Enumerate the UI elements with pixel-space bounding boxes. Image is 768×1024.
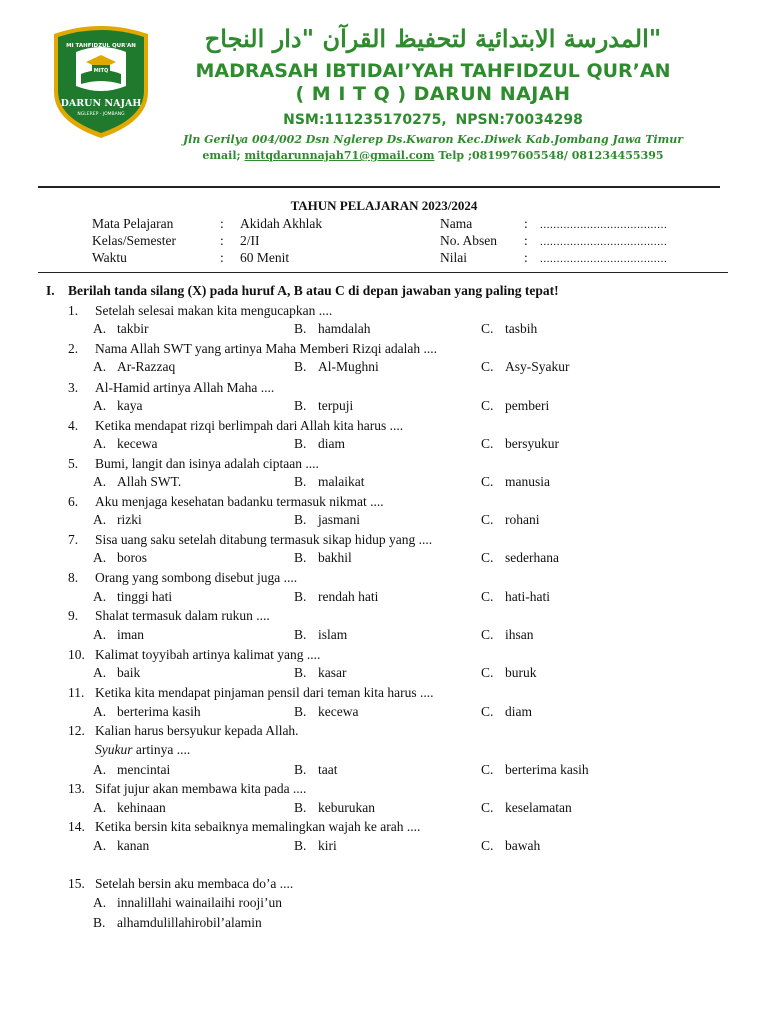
question-text: Ketika mendapat rizqi berlimpah dari Allah kita harus .... — [95, 418, 404, 433]
option-letter: A. — [93, 627, 107, 642]
info-colon: : — [524, 233, 528, 248]
option-letter: A. — [93, 704, 107, 719]
info-key: Mata Pelajaran — [92, 216, 174, 231]
info-key: Nilai — [440, 250, 467, 265]
option-letter: A. — [93, 359, 107, 374]
info-colon: : — [524, 250, 528, 265]
answer-option[interactable] — [93, 550, 147, 566]
score-blank[interactable]: ...................................... — [540, 253, 668, 265]
option-letter: C. — [481, 665, 494, 680]
option-letter: B. — [294, 321, 307, 336]
option-letter: B. — [294, 550, 307, 565]
question-stem — [68, 876, 293, 892]
info-row — [92, 249, 322, 266]
nsm-npsn: NSM:111235170275, NPSN:70034298 — [283, 112, 583, 128]
info-colon: : — [220, 216, 224, 231]
answer-option[interactable] — [93, 838, 149, 854]
info-value: 60 Menit — [240, 250, 290, 265]
info-value: 2/II — [240, 233, 260, 248]
option-letter: B. — [93, 915, 106, 930]
option-letter: B. — [294, 627, 307, 642]
email-link[interactable]: mitqdarunnajah71@gmail.com — [244, 149, 435, 162]
answer-option[interactable] — [294, 550, 352, 566]
instruction-text: Berilah tanda silang (X) pada huruf A, B atau C di depan jawaban yang paling tepat! — [68, 283, 559, 298]
absen-blank[interactable]: ...................................... — [540, 236, 668, 248]
question-number: 15. — [68, 876, 85, 891]
arabic-title: "المدرسة الابتدائية لتحفيظ القرآن "دار النجاح — [204, 24, 662, 53]
question-text: Nama Allah SWT yang artinya Maha Memberi Rizqi adalah .... — [95, 341, 438, 356]
answer-option[interactable] — [481, 474, 550, 490]
option-letter: A. — [93, 762, 107, 777]
option-letter: B. — [294, 838, 307, 853]
question-stem — [68, 723, 299, 739]
option-letter: C. — [481, 474, 494, 489]
option-text: Al-Mughni — [318, 359, 379, 374]
answer-option[interactable] — [481, 800, 572, 816]
answer-option[interactable] — [294, 838, 337, 854]
option-text: kehinaan — [117, 800, 166, 815]
option-text: tinggi hati — [117, 589, 173, 604]
answer-option[interactable] — [93, 704, 201, 720]
answer-option[interactable] — [481, 627, 534, 643]
question-stem — [68, 647, 320, 663]
question-subline-term: Syukur — [95, 742, 133, 757]
question-subline — [95, 742, 190, 758]
question-number: 4. — [68, 418, 79, 433]
question-stem — [68, 781, 306, 797]
info-key: Waktu — [92, 250, 127, 265]
option-text: kiri — [318, 838, 337, 853]
logo-top-text: MI TAHFIDZUL QUR'AN — [66, 43, 136, 49]
question-number: 10. — [68, 647, 85, 662]
option-letter: B. — [294, 512, 307, 527]
answer-option[interactable] — [294, 627, 347, 643]
school-contact — [168, 148, 698, 164]
option-text: bawah — [505, 838, 541, 853]
option-text: jasmani — [318, 512, 360, 527]
answer-option[interactable] — [294, 398, 353, 414]
answer-option[interactable] — [481, 838, 540, 854]
option-text: sederhana — [505, 550, 559, 565]
option-text: buruk — [505, 665, 537, 680]
question-stem — [68, 418, 403, 434]
option-text: tasbih — [505, 321, 538, 336]
option-text: baik — [117, 665, 141, 680]
option-text: Asy-Syakur — [505, 359, 570, 374]
exam-info-left — [92, 215, 322, 266]
school-address: Jln Gerilya 004/002 Dsn Nglerep Ds.Kwaron Kec.Diwek Kab.Jombang Jawa Timur — [182, 133, 684, 146]
option-text: kaya — [117, 398, 143, 413]
question-text: Kalimat toyyibah artinya kalimat yang .... — [95, 647, 321, 662]
answer-option[interactable] — [481, 665, 537, 681]
info-key: Nama — [440, 216, 473, 231]
option-text: takbir — [117, 321, 149, 336]
option-text: alhamdulillahirobil’alamin — [117, 915, 262, 930]
option-letter: B. — [294, 665, 307, 680]
header-divider — [38, 186, 720, 188]
question-text: Setelah bersin aku membaca do’a .... — [95, 876, 294, 891]
answer-option[interactable] — [93, 627, 144, 643]
question-stem — [68, 380, 274, 396]
option-letter: B. — [294, 589, 307, 604]
answer-option[interactable] — [93, 359, 175, 375]
option-text: rendah hati — [318, 589, 379, 604]
option-text: kasar — [318, 665, 347, 680]
answer-option[interactable] — [294, 321, 370, 337]
option-text: ihsan — [505, 627, 534, 642]
answer-option[interactable] — [294, 704, 358, 720]
option-letter: C. — [481, 359, 494, 374]
question-number: 9. — [68, 608, 79, 623]
option-letter: C. — [481, 550, 494, 565]
option-letter: A. — [93, 474, 107, 489]
question-stem — [68, 303, 332, 319]
question-number: 5. — [68, 456, 79, 471]
email-label: email; — [202, 149, 245, 162]
question-number: 12. — [68, 723, 85, 738]
option-text: kecewa — [117, 436, 158, 451]
option-letter: C. — [481, 627, 494, 642]
option-letter: A. — [93, 398, 107, 413]
info-divider — [38, 272, 728, 273]
info-row — [92, 232, 322, 249]
option-text: mencintai — [117, 762, 171, 777]
question-stem — [68, 570, 297, 586]
option-letter: B. — [294, 704, 307, 719]
question-number: 14. — [68, 819, 85, 834]
school-name: MADRASAH IBTIDAI’YAH TAHFIDZUL QUR’AN — [195, 60, 671, 82]
option-text: diam — [505, 704, 532, 719]
logo-badge-text: MITQ — [93, 68, 109, 74]
option-text: Allah SWT. — [117, 474, 182, 489]
option-letter: C. — [481, 321, 494, 336]
school-abbreviation: ( M I T Q ) DARUN NAJAH — [295, 83, 571, 105]
answer-option[interactable] — [93, 915, 262, 931]
answer-option[interactable] — [294, 512, 360, 528]
question-stem — [68, 341, 437, 357]
option-letter: C. — [481, 589, 494, 604]
option-text: berterima kasih — [505, 762, 589, 777]
question-text: Sifat jujur akan membawa kita pada .... — [95, 781, 307, 796]
question-text: Ketika kita mendapat pinjaman pensil dari teman kita harus .... — [95, 685, 434, 700]
info-key: Kelas/Semester — [92, 233, 176, 248]
question-stem — [68, 456, 319, 472]
answer-option[interactable] — [93, 321, 149, 337]
option-letter: A. — [93, 512, 107, 527]
question-text: Orang yang sombong disebut juga .... — [95, 570, 298, 585]
option-letter: C. — [481, 512, 494, 527]
option-text: manusia — [505, 474, 550, 489]
option-letter: C. — [481, 436, 494, 451]
answer-option[interactable] — [481, 512, 540, 528]
option-letter: A. — [93, 436, 107, 451]
answer-option[interactable] — [481, 589, 550, 605]
info-colon: : — [524, 216, 528, 231]
option-text: boros — [117, 550, 147, 565]
exam-info-right — [440, 215, 667, 266]
option-letter: B. — [294, 398, 307, 413]
info-row — [440, 232, 667, 249]
info-row — [92, 215, 322, 232]
option-letter: C. — [481, 704, 494, 719]
answer-option[interactable] — [294, 800, 375, 816]
option-letter: C. — [481, 762, 494, 777]
option-letter: C. — [481, 398, 494, 413]
answer-option[interactable] — [481, 704, 532, 720]
option-letter: A. — [93, 589, 107, 604]
option-letter: A. — [93, 895, 107, 910]
school-logo — [46, 22, 156, 140]
option-letter: A. — [93, 321, 107, 336]
answer-option[interactable] — [93, 398, 142, 414]
logo-name-text: DARUN NAJAH — [60, 98, 142, 109]
section-numeral: I. — [46, 283, 55, 298]
question-text: Aku menjaga kesehatan badanku termasuk nikmat .... — [95, 494, 384, 509]
question-number: 2. — [68, 341, 79, 356]
option-text: bakhil — [318, 550, 352, 565]
question-number: 1. — [68, 303, 79, 318]
answer-option[interactable] — [294, 436, 345, 452]
section-instruction — [46, 283, 559, 299]
answer-option[interactable] — [294, 665, 346, 681]
logo-sub-text: NGLEREP - JOMBANG — [77, 112, 125, 117]
info-key: No. Absen — [440, 233, 497, 248]
phone-numbers: Telp ;081997605548/ 081234455395 — [434, 149, 664, 162]
question-text: Sisa uang saku setelah ditabung termasuk sikap hidup yang .... — [95, 532, 433, 547]
option-text: Ar-Razzaq — [117, 359, 176, 374]
answer-option[interactable] — [93, 895, 282, 911]
option-text: kanan — [117, 838, 150, 853]
option-letter: A. — [93, 800, 107, 815]
question-stem — [68, 819, 420, 835]
question-subline-text: artinya .... — [132, 742, 191, 757]
answer-option[interactable] — [481, 550, 559, 566]
question-number: 11. — [68, 685, 85, 700]
option-text: innalillahi wainailaihi rooji’un — [117, 895, 282, 910]
answer-option[interactable] — [481, 762, 589, 778]
question-text: Kalian harus bersyukur kepada Allah. — [95, 723, 299, 738]
answer-option[interactable] — [294, 762, 338, 778]
answer-option[interactable] — [294, 474, 364, 490]
info-colon: : — [220, 233, 224, 248]
info-row — [440, 249, 667, 266]
option-text: hamdalah — [318, 321, 371, 336]
option-text: bersyukur — [505, 436, 559, 451]
answer-option[interactable] — [93, 665, 140, 681]
answer-option[interactable] — [93, 436, 157, 452]
option-text: taat — [318, 762, 338, 777]
option-text: rizki — [117, 512, 142, 527]
option-text: keselamatan — [505, 800, 572, 815]
option-text: rohani — [505, 512, 540, 527]
answer-option[interactable] — [294, 589, 378, 605]
answer-option[interactable] — [93, 474, 181, 490]
academic-year: TAHUN PELAJARAN 2023/2024 — [290, 198, 478, 213]
name-blank[interactable]: ...................................... — [540, 219, 668, 231]
question-number: 13. — [68, 781, 85, 796]
answer-option[interactable] — [481, 321, 537, 337]
option-letter: A. — [93, 838, 107, 853]
option-text: terpuji — [318, 398, 354, 413]
option-text: berterima kasih — [117, 704, 201, 719]
option-text: diam — [318, 436, 345, 451]
question-text: Setelah selesai makan kita mengucapkan .... — [95, 303, 333, 318]
answer-option[interactable] — [93, 512, 142, 528]
info-colon: : — [220, 250, 224, 265]
option-letter: B. — [294, 800, 307, 815]
option-letter: B. — [294, 474, 307, 489]
option-text: islam — [318, 627, 348, 642]
answer-option[interactable] — [481, 436, 559, 452]
answer-option[interactable] — [93, 589, 172, 605]
info-value: Akidah Akhlak — [240, 216, 323, 231]
question-number: 7. — [68, 532, 79, 547]
option-letter: C. — [481, 838, 494, 853]
option-letter: B. — [294, 436, 307, 451]
option-letter: B. — [294, 762, 307, 777]
option-text: iman — [117, 627, 144, 642]
option-text: malaikat — [318, 474, 365, 489]
option-text: hati-hati — [505, 589, 550, 604]
question-stem — [68, 494, 384, 510]
answer-option[interactable] — [294, 359, 379, 375]
answer-option[interactable] — [93, 800, 166, 816]
option-text: kecewa — [318, 704, 359, 719]
answer-option[interactable] — [93, 762, 170, 778]
question-number: 8. — [68, 570, 79, 585]
letterhead — [168, 22, 698, 164]
question-text: Ketika bersin kita sebaiknya memalingkan wajah ke arah .... — [95, 819, 421, 834]
question-number: 3. — [68, 380, 79, 395]
answer-option[interactable] — [481, 398, 549, 414]
question-text: Al-Hamid artinya Allah Maha .... — [95, 380, 275, 395]
option-text: pemberi — [505, 398, 550, 413]
option-letter: B. — [294, 359, 307, 374]
option-letter: C. — [481, 800, 494, 815]
question-number: 6. — [68, 494, 79, 509]
question-stem — [68, 608, 270, 624]
question-stem — [68, 685, 434, 701]
question-text: Bumi, langit dan isinya adalah ciptaan .... — [95, 456, 319, 471]
question-text: Shalat termasuk dalam rukun .... — [95, 608, 270, 623]
option-letter: A. — [93, 550, 107, 565]
option-letter: A. — [93, 665, 107, 680]
info-row — [440, 215, 667, 232]
answer-option[interactable] — [481, 359, 570, 375]
question-stem — [68, 532, 432, 548]
option-text: keburukan — [318, 800, 375, 815]
